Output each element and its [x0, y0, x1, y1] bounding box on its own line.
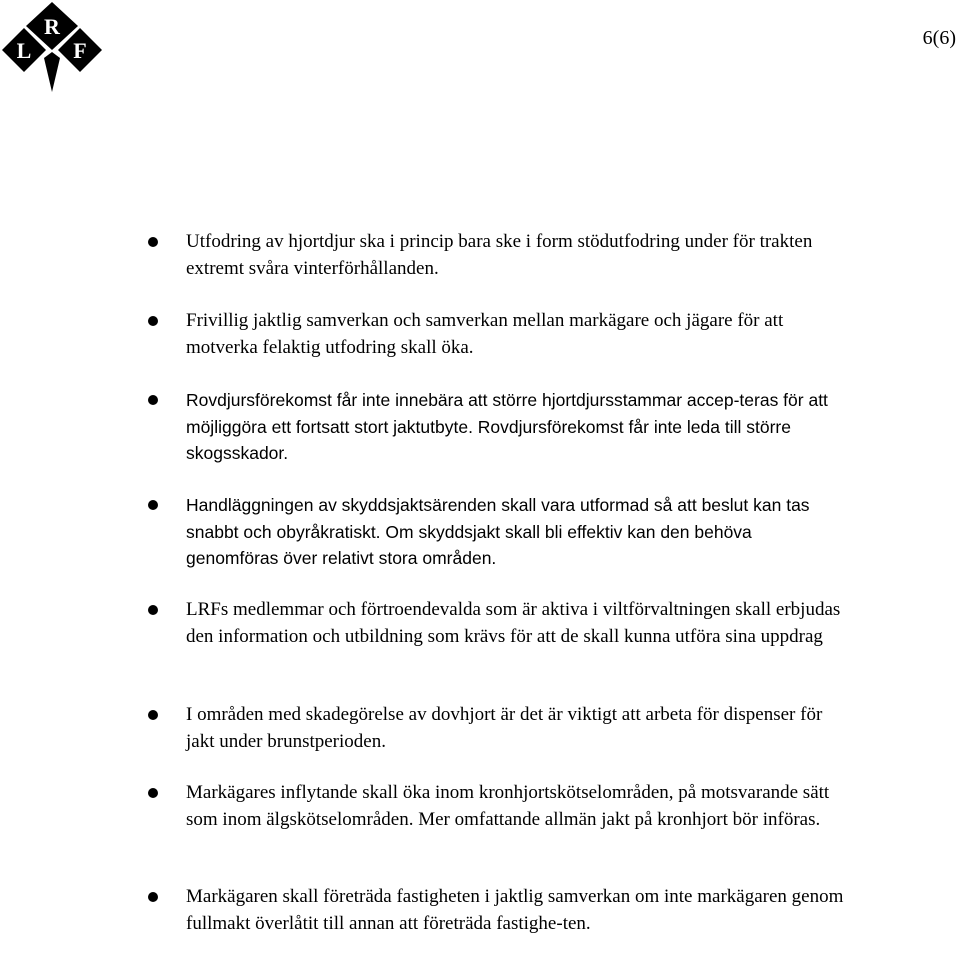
list-item-text: Markägaren skall företräda fastigheten i jaktlig samverkan om inte markägaren genom fullmakt överlåtit till annan att företräda fastighe-ten.: [186, 886, 844, 934]
bullet-icon: [148, 395, 158, 405]
bullet-icon: [148, 500, 158, 510]
list-item-text: Frivillig jaktlig samverkan och samverkan mellan markägare och jägare för att motverka felaktig utfodring skall öka.: [186, 310, 784, 358]
logo-diamond-bottom: [44, 52, 60, 92]
list-item-text: Markägares inflytande skall öka inom kronhjortskötselområden, på motsvarande sätt som inom älgskötselområden. Mer omfattande allmän jakt på kronhjort bör införas.: [186, 782, 830, 830]
list-item-text: LRFs medlemmar och förtroendevalda som är aktiva i viltförvaltningen skall erbjudas den information och utbildning som krävs för att de skall kunna utföra sina uppdrag: [186, 599, 841, 647]
lrf-logo-graphic: [0, 0, 104, 94]
list-item-text: I områden med skadegörelse av dovhjort är det är viktigt att arbeta för dispenser för jakt under brunstperioden.: [186, 704, 823, 752]
bullet-icon: [148, 710, 158, 720]
logo-letter-l: L: [16, 38, 32, 63]
bullet-icon: [148, 788, 158, 798]
lrf-logo: [0, 0, 104, 94]
logo-letter-f: F: [73, 38, 87, 63]
logo-letter-r: R: [44, 14, 60, 39]
list-item-text: Handläggningen av skyddsjaktsärenden skall vara utformad så att beslut kan tas snabbt och obyråkratiskt. Om skyddsjakt skall bli effektiv kan den behöva genomföras över relativt stora områden.: [186, 495, 810, 568]
list-item-text: Rovdjursförekomst får inte innebära att större hjortdjursstammar accep-teras för att möjliggöra ett fortsatt stort jaktutbyte. Rovdjursförekomst får inte leda till större skogsskador.: [186, 390, 828, 463]
bullet-icon: [148, 237, 158, 247]
bullet-icon: [148, 316, 158, 326]
list-item-text: Utfodring av hjortdjur ska i princip bara ske i form stödutfodring under för trakten extremt svåra vinterförhållanden.: [186, 231, 813, 279]
bullet-icon: [148, 892, 158, 902]
bullet-icon: [148, 605, 158, 615]
page-number: 6(6): [922, 27, 956, 49]
